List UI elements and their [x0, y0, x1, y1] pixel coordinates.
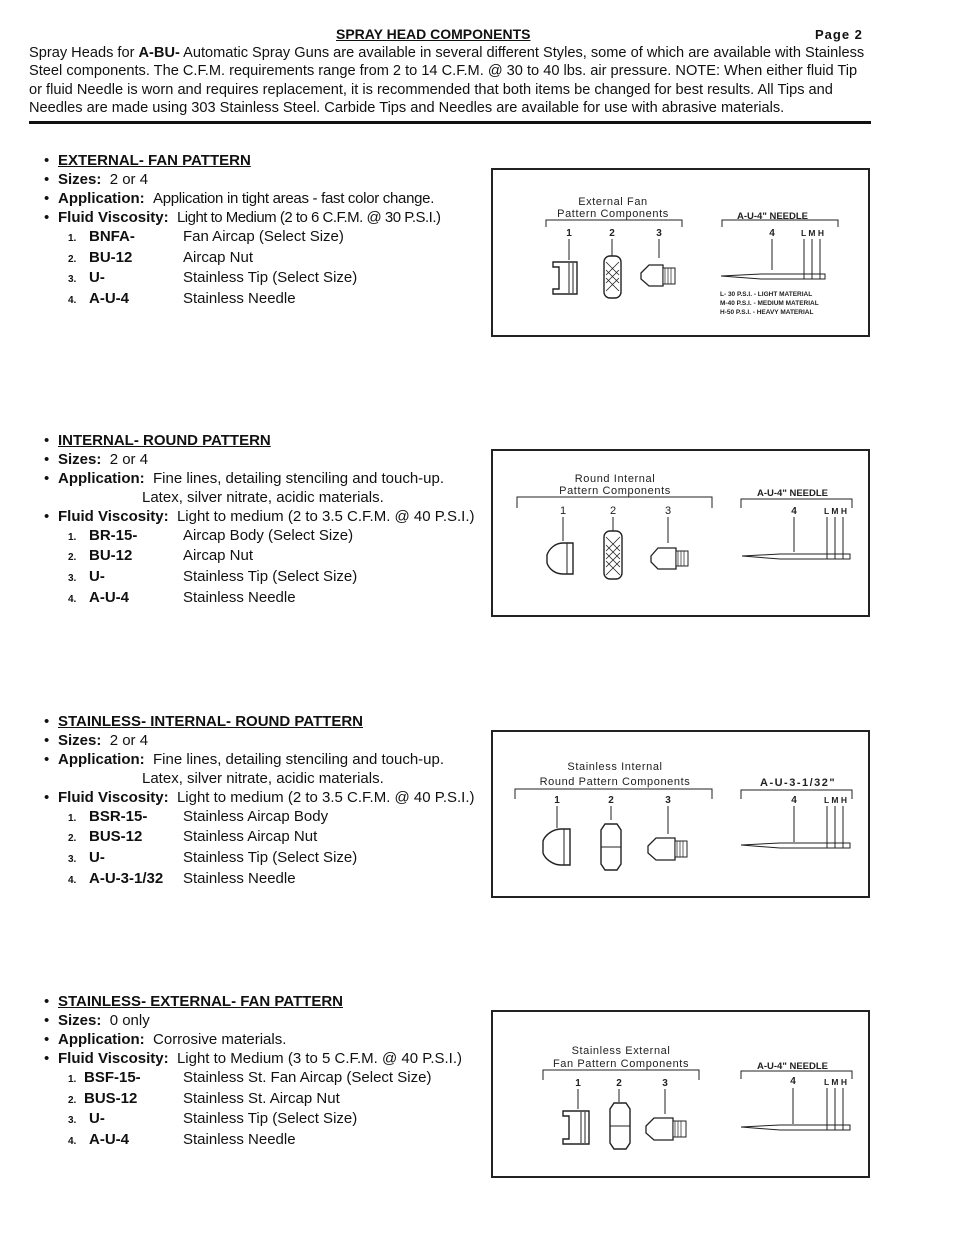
- intro-prefix: Spray Heads for: [29, 45, 139, 61]
- callout-number: 1: [566, 228, 572, 239]
- callout-number: 3: [665, 795, 671, 806]
- part-item: 4. A-U-4 Stainless Needle: [68, 290, 296, 308]
- viscosity-value: Light to Medium (3 to 5 C.F.M. @ 40 P.S.I.): [176, 1049, 463, 1067]
- callout-number: 1: [559, 505, 567, 517]
- application-value: Corrosive materials.: [153, 1030, 287, 1048]
- intro-paragraph: [29, 44, 871, 118]
- needle-icon: [741, 843, 850, 848]
- callout-number: 4: [791, 506, 797, 517]
- section-heading: STAINLESS- INTERNAL- ROUND PATTERN: [58, 713, 363, 730]
- diagram-caption: Stainless Internal: [567, 761, 663, 773]
- fluid-tip-icon: [646, 1118, 686, 1140]
- sizes-value: 2 or 4: [109, 170, 149, 188]
- diagram-external-fan: [491, 168, 870, 337]
- section-stainless-internal-round: • STAINLESS- INTERNAL- ROUND PATTERN • Sizes: 2 or 4 • Application: Fine lines, detailing stenciling and touch-up. Latex, silver nitrate, acidic materials. • Fluid Viscosity: Light to medium (2 to 3.5 C.F.M. @ 40 P.S.I.) 1. BSR-15- Stainless Aircap Body 2. BUS-12 Stainless Aircap Nut 3. U- Stainless Tip (Select Size) 4. A-U-3-1/32 Stainless Needle: [44, 713, 475, 891]
- application-continued: Latex, silver nitrate, acidic materials.: [142, 488, 384, 506]
- diagram-caption: External Fan: [578, 196, 648, 208]
- sizes-value: 2 or 4: [109, 450, 149, 468]
- section-heading: STAINLESS- EXTERNAL- FAN PATTERN: [58, 993, 343, 1010]
- viscosity-value: Light to medium (2 to 3.5 C.F.M. @ 40 P.S.I.): [176, 788, 475, 806]
- part-item: 3. U- Stainless Tip (Select Size): [68, 1110, 358, 1128]
- part-item: 1. BSF-15- Stainless St. Fan Aircap (Select Size): [68, 1068, 432, 1086]
- callout-number: 4: [791, 795, 797, 806]
- part-item: 2. BU-12 Aircap Nut: [68, 547, 254, 565]
- application-label: Application:: [58, 1030, 145, 1048]
- diagram-stainless-external-fan: [491, 1010, 870, 1178]
- needle-title: A-U-3-1/32": [760, 777, 837, 789]
- needle-icon: [742, 554, 850, 559]
- part-item: 2. BUS-12 Stainless Aircap Nut: [68, 828, 318, 846]
- callout-number: 1: [575, 1078, 581, 1089]
- fluid-tip-icon: [641, 265, 675, 286]
- fan-aircap-icon: [553, 262, 577, 294]
- diagram-caption: Fan Pattern Components: [552, 1058, 690, 1070]
- callout-number: 4: [769, 228, 775, 239]
- viscosity-label: Fluid Viscosity:: [58, 507, 169, 525]
- application-label: Application:: [58, 469, 145, 487]
- intro-text: Automatic Spray Guns are available in several different Styles, some of which are available with Stainless Steel components. The C.F.M. requirements range from 2 to 14 C.F.M. @ 30 to 40 lbs. air pressure. NOTE: When either fluid Tip or fluid Needle is worn and requires replacement, it is recommended that both items be changed for best results. All Tips and Needles are made using 303 Stainless Steel. Carbide Tips and Needles are available for use with abrasive materials.: [29, 45, 865, 117]
- part-item: 4. A-U-4 Stainless Needle: [68, 1131, 296, 1149]
- part-item: 3. U- Stainless Tip (Select Size): [68, 568, 358, 586]
- application-label: Application:: [58, 750, 145, 768]
- diagram-internal-round: [491, 449, 870, 617]
- callout-number: 3: [664, 505, 672, 517]
- callout-number: 4: [790, 1076, 796, 1087]
- page-number: Page 2: [815, 27, 863, 42]
- callout-number: 3: [662, 1078, 668, 1089]
- sizes-value: 0 only: [109, 1011, 150, 1029]
- needle-title: A-U-4" NEEDLE: [737, 211, 809, 222]
- needle-icon: [741, 1125, 850, 1130]
- aircap-nut-icon: [604, 531, 622, 579]
- callout-number: 2: [616, 1078, 622, 1089]
- intro-model: A-BU-: [138, 45, 180, 61]
- lmh-label: L M H: [824, 1077, 847, 1087]
- section-heading: EXTERNAL- FAN PATTERN: [58, 152, 251, 169]
- diagram-caption: Stainless External: [571, 1045, 671, 1057]
- part-item: 3. U- Stainless Tip (Select Size): [68, 849, 358, 867]
- application-value: Fine lines, detailing stenciling and touch-up.: [153, 469, 445, 487]
- callout-number: 2: [609, 505, 617, 517]
- section-heading: INTERNAL- ROUND PATTERN: [58, 432, 271, 449]
- application-continued: Latex, silver nitrate, acidic materials.: [142, 769, 384, 787]
- header-divider: [29, 121, 871, 124]
- needle-note: H-50 P.S.I. - HEAVY MATERIAL: [720, 309, 814, 316]
- application-label: Application:: [58, 189, 145, 207]
- part-item: 1. BNFA- Fan Aircap (Select Size): [68, 227, 344, 245]
- lmh-label: L M H: [801, 228, 824, 238]
- application-value: Application in tight areas - fast color change.: [153, 189, 435, 207]
- diagram-stainless-internal-round: [491, 730, 870, 898]
- sizes-label: Sizes:: [58, 450, 102, 468]
- section-external-fan: • EXTERNAL- FAN PATTERN • Sizes: 2 or 4 • Application: Application in tight areas - fast color change. • Fluid Viscosity: Light to Medium (2 to 6 C.F.M. @ 30 P.S.I.) 1. BNFA- Fan Aircap (Select Size) 2. BU-12 Aircap Nut 3. U- Stainless Tip (Select Size) 4. A-U-4 Stainless Needle: [44, 152, 441, 311]
- stainless-aircap-nut-icon: [610, 1103, 630, 1149]
- callout-number: 3: [656, 228, 662, 239]
- stainless-aircap-nut-icon: [601, 824, 621, 870]
- callout-number: 2: [609, 228, 615, 239]
- viscosity-label: Fluid Viscosity:: [58, 1049, 169, 1067]
- section-internal-round: • INTERNAL- ROUND PATTERN • Sizes: 2 or 4 • Application: Fine lines, detailing stenciling and touch-up. Latex, silver nitrate, acidic materials. • Fluid Viscosity: Light to medium (2 to 3.5 C.F.M. @ 40 P.S.I.) 1. BR-15- Aircap Body (Select Size) 2. BU-12 Aircap Nut 3. U- Stainless Tip (Select Size) 4. A-U-4 Stainless Needle: [44, 432, 475, 610]
- part-item: 1. BSR-15- Stainless Aircap Body: [68, 807, 329, 825]
- page-title: SPRAY HEAD COMPONENTS: [336, 26, 531, 42]
- application-value: Fine lines, detailing stenciling and touch-up.: [153, 750, 445, 768]
- round-aircap-icon: [547, 543, 573, 574]
- sizes-label: Sizes:: [58, 170, 102, 188]
- part-item: 1. BR-15- Aircap Body (Select Size): [68, 526, 354, 544]
- aircap-nut-icon: [604, 256, 621, 298]
- sizes-label: Sizes:: [58, 1011, 102, 1029]
- stainless-aircap-body-icon: [543, 829, 570, 865]
- callout-number: 1: [554, 795, 560, 806]
- needle-icon: [721, 274, 825, 279]
- diagram-caption: Pattern Components: [557, 208, 669, 220]
- diagram-caption: Pattern Components: [559, 485, 671, 497]
- viscosity-label: Fluid Viscosity:: [58, 208, 169, 226]
- part-item: 4. A-U-4 Stainless Needle: [68, 589, 296, 607]
- fluid-tip-icon: [651, 548, 688, 569]
- fluid-tip-icon: [648, 838, 687, 860]
- stainless-fan-aircap-icon: [563, 1111, 589, 1144]
- callout-number: 2: [608, 795, 614, 806]
- diagram-caption: Round Pattern Components: [539, 776, 691, 788]
- viscosity-value: Light to medium (2 to 3.5 C.F.M. @ 40 P.S.I.): [176, 507, 475, 525]
- part-item: 3. U- Stainless Tip (Select Size): [68, 269, 358, 287]
- sizes-label: Sizes:: [58, 731, 102, 749]
- sizes-value: 2 or 4: [109, 731, 149, 749]
- part-item: 4. A-U-3-1/32 Stainless Needle: [68, 870, 296, 888]
- needle-note: L- 30 P.S.I. - LIGHT MATERIAL: [720, 291, 813, 298]
- viscosity-value: Light to Medium (2 to 6 C.F.M. @ 30 P.S.I.): [176, 208, 441, 226]
- diagram-caption: Round Internal: [574, 473, 656, 485]
- needle-title: A-U-4" NEEDLE: [757, 488, 829, 499]
- viscosity-label: Fluid Viscosity:: [58, 788, 169, 806]
- part-item: 2. BUS-12 Stainless St. Aircap Nut: [68, 1089, 340, 1107]
- needle-note: M-40 P.S.I. - MEDIUM MATERIAL: [720, 300, 819, 307]
- lmh-label: L M H: [824, 506, 847, 516]
- lmh-label: L M H: [824, 795, 847, 805]
- section-stainless-external-fan: • STAINLESS- EXTERNAL- FAN PATTERN • Sizes: 0 only • Application: Corrosive materials. • Fluid Viscosity: Light to Medium (3 to 5 C.F.M. @ 40 P.S.I.) 1. BSF-15- Stainless St. Fan Aircap (Select Size) 2. BUS-12 Stainless St. Aircap Nut 3. U- Stainless Tip (Select Size) 4. A-U-4 Stainless Needle: [44, 993, 462, 1152]
- needle-title: A-U-4" NEEDLE: [757, 1061, 829, 1072]
- part-item: 2. BU-12 Aircap Nut: [68, 248, 254, 266]
